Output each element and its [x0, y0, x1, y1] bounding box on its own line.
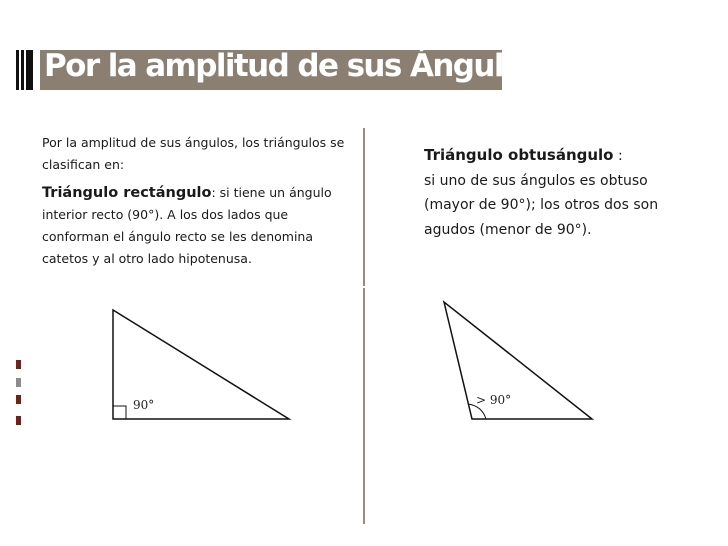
right-triangle-figure: [100, 300, 300, 430]
right-triangle-term: Triángulo rectángulo: [42, 185, 212, 201]
obtuse-triangle-definition: si uno de sus ángulos es obtuso (mayor de 90°); los otros dos son agudos (menor de 90°).: [424, 172, 659, 238]
intro-text: Por la amplitud de sus ángulos, los triángulos se clasifican en:: [42, 135, 345, 172]
right-column: [424, 143, 684, 242]
obtuse-triangle-separator: :: [613, 148, 623, 164]
right-angle-label: 90°: [133, 398, 155, 412]
right-triangle-definition: : si tiene un ángulo interior recto (90°). A los dos lados que conforman el ángulo recto se les denomina catetos y al otro lado hipotenusa.: [42, 185, 332, 266]
obtuse-triangle-paragraph: [424, 143, 684, 242]
column-divider-bottom: [363, 288, 365, 524]
side-mark-dark-red: [16, 360, 21, 369]
side-mark-dark-red: [16, 395, 21, 404]
obtuse-triangle-term: Triángulo obtusángulo: [424, 146, 614, 164]
left-column: [42, 132, 352, 270]
side-mark-gray: [16, 378, 21, 387]
page-title: Por la amplitud de sus Ángulos: [44, 48, 540, 84]
side-mark-dark-red: [16, 416, 21, 425]
title-decoration-bars: [16, 50, 36, 90]
column-divider-top: [363, 128, 365, 286]
obtuse-angle-label: > 90°: [476, 393, 512, 407]
obtuse-triangle-figure: [438, 296, 618, 426]
right-triangle-paragraph: [42, 182, 352, 270]
